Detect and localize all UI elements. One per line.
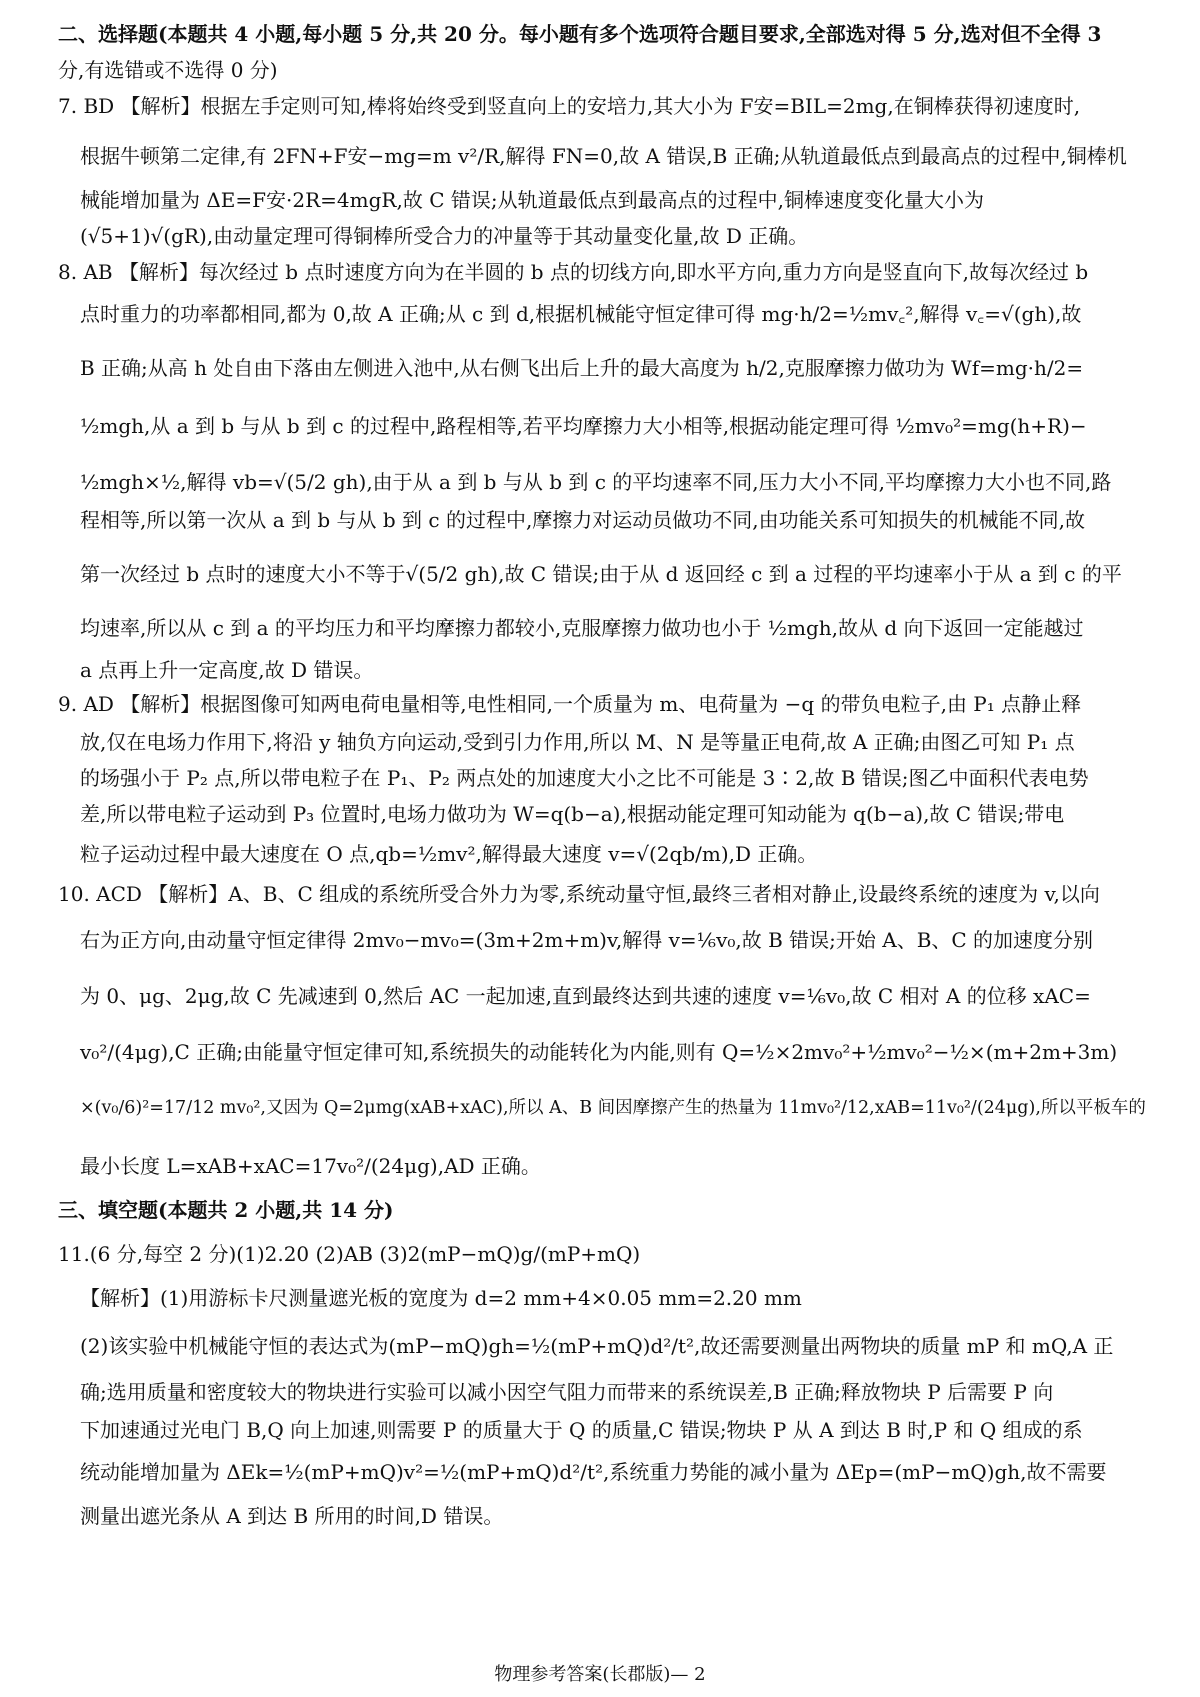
text-line: 确;选用质量和密度较大的物块进行实验可以减小因空气阻力而带来的系统误差,B 正确;释放物块 P 后需要 P 向 xyxy=(80,1380,1054,1404)
text-line: 程相等,所以第一次从 a 到 b 与从 b 到 c 的过程中,摩擦力对运动员做功不同,由功能关系可知损失的机械能不同,故 xyxy=(80,508,1086,532)
text-line: 均速率,所以从 c 到 a 的平均压力和平均摩擦力都较小,克服摩擦力做功也小于 ½mgh,故从 d 向下返回一定能越过 xyxy=(80,616,1084,640)
text-line: (√5+1)√(gR),由动量定理可得铜棒所受合力的冲量等于其动量变化量,故 D 正确。 xyxy=(80,224,809,248)
text-line: ½mgh,从 a 到 b 与从 b 到 c 的过程中,路程相等,若平均摩擦力大小相等,根据动能定理可得 ½mv₀²=mg(h+R)− xyxy=(80,414,1087,438)
text-line: 械能增加量为 ΔE=F安·2R=4mgR,故 C 错误;从轨道最低点到最高点的过程中,铜棒速度变化量大小为 xyxy=(80,188,984,212)
text-line: a 点再上升一定高度,故 D 错误。 xyxy=(80,658,374,682)
text-line: 下加速通过光电门 B,Q 向上加速,则需要 P 的质量大于 Q 的质量,C 错误;物块 P 从 A 到达 B 时,P 和 Q 组成的系 xyxy=(80,1418,1083,1442)
text-line: B 正确;从高 h 处自由下落由左侧进入池中,从右侧飞出后上升的最大高度为 h/2,克服摩擦力做功为 Wf=mg·h/2= xyxy=(80,356,1084,380)
text-line: 分,有选错或不选得 0 分) xyxy=(58,58,278,82)
text-line: 的场强小于 P₂ 点,所以带电粒子在 P₁、P₂ 两点处的加速度大小之比不可能是 3∶2,故 B 错误;图乙中面积代表电势 xyxy=(80,766,1089,790)
text-line: 为 0、μg、2μg,故 C 先减速到 0,然后 AC 一起加速,直到最终达到共速的速度 v=⅙v₀,故 C 相对 A 的位移 xAC= xyxy=(80,984,1091,1008)
text-line: 11.(6 分,每空 2 分)(1)2.20 (2)AB (3)2(mP−mQ)g/(mP+mQ) xyxy=(58,1242,641,1266)
text-line: ×(v₀/6)²=17/12 mv₀²,又因为 Q=2μmg(xAB+xAC),所以 A、B 间因摩擦产生的热量为 11mv₀²/12,xAB=11v₀²/(24μg),所以平板车的 xyxy=(80,1098,1146,1118)
text-line: 测量出遮光条从 A 到达 B 所用的时间,D 错误。 xyxy=(80,1504,504,1528)
text-line: v₀²/(4μg),C 正确;由能量守恒定律可知,系统损失的动能转化为内能,则有 Q=½×2mv₀²+½mv₀²−½×(m+2m+3m) xyxy=(80,1040,1118,1064)
text-line: ½mgh×½,解得 vb=√(5/2 gh),由于从 a 到 b 与从 b 到 c 的平均速率不同,压力大小不同,平均摩擦力大小也不同,路 xyxy=(80,470,1112,494)
text-line: 10. ACD 【解析】A、B、C 组成的系统所受合外力为零,系统动量守恒,最终三者相对静止,设最终系统的速度为 v,以向 xyxy=(58,882,1100,906)
text-line: 8. AB 【解析】每次经过 b 点时速度方向为在半圆的 b 点的切线方向,即水平方向,重力方向是竖直向下,故每次经过 b xyxy=(58,260,1089,284)
text-line: 右为正方向,由动量守恒定律得 2mv₀−mv₀=(3m+2m+m)v,解得 v=⅙v₀,故 B 错误;开始 A、B、C 的加速度分别 xyxy=(80,928,1094,952)
text-line: 放,仅在电场力作用下,将沿 y 轴负方向运动,受到引力作用,所以 M、N 是等量正电荷,故 A 正确;由图乙可知 P₁ 点 xyxy=(80,730,1075,754)
text-line: (2)该实验中机械能守恒的表达式为(mP−mQ)gh=½(mP+mQ)d²/t²,故还需要测量出两物块的质量 mP 和 mQ,A 正 xyxy=(80,1334,1114,1358)
text-line: 【解析】(1)用游标卡尺测量遮光板的宽度为 d=2 mm+4×0.05 mm=2.20 mm xyxy=(80,1286,802,1310)
page-footer: 物理参考答案(长郡版)— 2 xyxy=(494,1664,706,1685)
text-line: 三、填空题(本题共 2 小题,共 14 分) xyxy=(58,1198,394,1222)
text-line: 粒子运动过程中最大速度在 O 点,qb=½mv²,解得最大速度 v=√(2qb/m),D 正确。 xyxy=(80,842,818,866)
text-line: 第一次经过 b 点时的速度大小不等于√(5/2 gh),故 C 错误;由于从 d 返回经 c 到 a 过程的平均速率小于从 a 到 c 的平 xyxy=(80,562,1122,586)
text-line: 根据牛顿第二定律,有 2FN+F安−mg=m v²/R,解得 FN=0,故 A 错误,B 正确;从轨道最低点到最高点的过程中,铜棒机 xyxy=(80,144,1127,168)
text-line: 最小长度 L=xAB+xAC=17v₀²/(24μg),AD 正确。 xyxy=(80,1154,541,1178)
text-line: 7. BD 【解析】根据左手定则可知,棒将始终受到竖直向上的安培力,其大小为 F安=BIL=2mg,在铜棒获得初速度时, xyxy=(58,94,1081,118)
text-line: 点时重力的功率都相同,都为 0,故 A 正确;从 c 到 d,根据机械能守恒定律可得 mg·h/2=½mv꜀²,解得 v꜀=√(gh),故 xyxy=(80,302,1082,326)
text-line: 统动能增加量为 ΔEk=½(mP+mQ)v²=½(mP+mQ)d²/t²,系统重力势能的减小量为 ΔEp=(mP−mQ)gh,故不需要 xyxy=(80,1460,1107,1484)
text-line: 9. AD 【解析】根据图像可知两电荷电量相等,电性相同,一个质量为 m、电荷量为 −q 的带负电粒子,由 P₁ 点静止释 xyxy=(58,692,1082,716)
text-line: 二、选择题(本题共 4 小题,每小题 5 分,共 20 分。每小题有多个选项符合题目要求,全部选对得 5 分,选对但不全得 3 xyxy=(58,22,1102,46)
text-line: 差,所以带电粒子运动到 P₃ 位置时,电场力做功为 W=q(b−a),根据动能定理可知动能为 q(b−a),故 C 错误;带电 xyxy=(80,802,1065,826)
